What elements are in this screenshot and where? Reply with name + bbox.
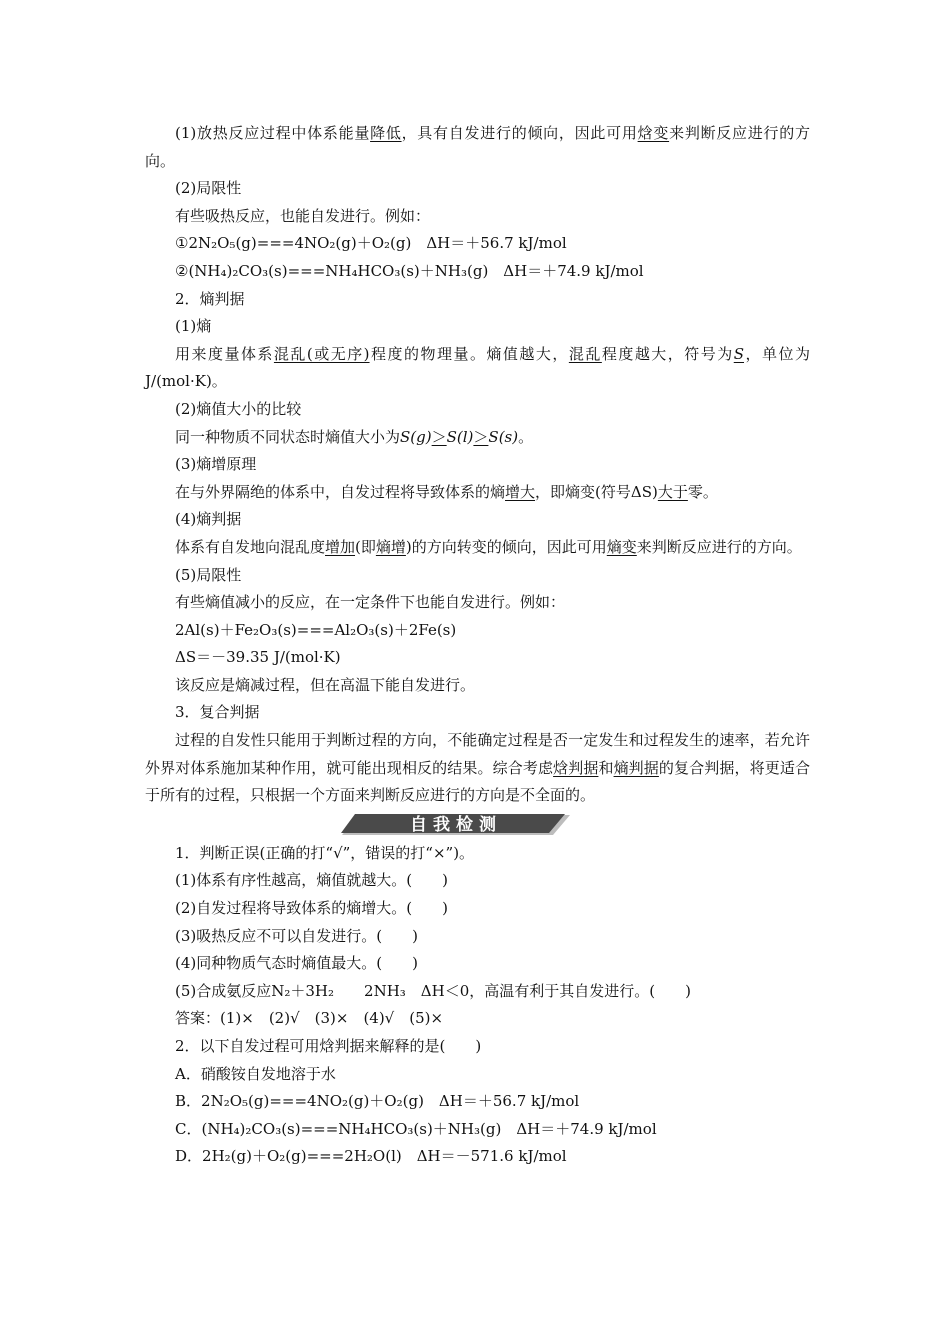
question-2-option-a: A．硝酸铵自发地溶于水 — [175, 1064, 336, 1083]
text: 零。 — [687, 482, 718, 501]
paragraph-compound-criterion — [145, 727, 810, 810]
text: 的复合判据，将更适合于所有的过程，只根据一个方面来判断反应进行的方向是不全面的。 — [145, 758, 810, 805]
subheading-limitation: (2)局限性 — [175, 179, 242, 198]
question-2-option-d: D．2H₂(g)＋O₂(g)===2H₂O(l) ΔH＝－571.6 kJ/mol — [175, 1147, 567, 1166]
text: 在与外界隔绝的体系中，自发过程将导致体系的熵 — [175, 482, 506, 501]
text: (即 — [355, 537, 376, 556]
answer-blank: ＞ — [473, 427, 489, 446]
answer-blank: 熵增 — [375, 537, 406, 556]
text: 体系有自发地向混乱度 — [175, 537, 326, 556]
subheading-entropy-criterion: (4)熵判据 — [175, 510, 242, 529]
question-1-item-5: (5)合成氨反应N₂＋3H₂ 2NH₃ ΔH＜0，高温有利于其自发进行。( ) — [175, 981, 691, 1000]
answer-blank: 焓变 — [637, 124, 670, 142]
answer-blank: 焓判据 — [553, 758, 599, 777]
answer-blank: 熵判据 — [613, 758, 659, 777]
text: 程度越大，符号为 — [601, 344, 734, 363]
equation-3: 2Al(s)＋Fe₂O₃(s)===Al₂O₃(s)＋2Fe(s) — [175, 620, 457, 639]
answer-blank: 大于 — [657, 482, 688, 501]
answer-blank: ＞ — [431, 427, 447, 446]
question-2: 2．以下自发过程可用焓判据来解释的是( ) — [175, 1037, 482, 1055]
text: ，具有自发进行的倾向，因此可用 — [401, 124, 638, 142]
question-1-item-1: (1)体系有序性越高，熵值就越大。( ) — [175, 871, 448, 890]
equation-1: ①2N₂O₅(g)===4NO₂(g)＋O₂(g) ΔH＝＋56.7 kJ/mol — [175, 234, 567, 253]
text: ，单位为J/(mol·K)。 — [145, 344, 810, 391]
document-page — [145, 120, 810, 1171]
text: 用来度量体系 — [175, 344, 274, 363]
question-1-item-4: (4)同种物质气态时熵值最大。( ) — [175, 954, 418, 973]
text: 和 — [598, 758, 614, 777]
paragraph-text: 该反应是熵减过程，但在高温下能自发进行。 — [175, 675, 476, 694]
text: S(l) — [446, 427, 474, 446]
paragraph-entropy-criterion — [145, 534, 810, 562]
answer-blank: 混乱 — [568, 344, 602, 363]
answer-blank: 熵变 — [606, 537, 637, 556]
subheading-comparison: (2)熵值大小的比较 — [175, 399, 302, 418]
paragraph-text: 有些熵值减小的反应，在一定条件下也能自发进行。例如： — [175, 593, 566, 612]
answer-blank: 增加 — [325, 537, 356, 556]
text: (1)放热反应过程中体系能量 — [175, 124, 371, 142]
text: 来判断反应进行的方向。 — [145, 124, 810, 170]
text: 。 — [518, 427, 534, 446]
answer-blank: 增大 — [505, 482, 536, 501]
banner-title: 自我检测 — [410, 814, 502, 835]
paragraph-entropy-increase — [145, 479, 810, 507]
equation-2: ②(NH₄)₂CO₃(s)===NH₄HCO₃(s)＋NH₃(g) ΔH＝＋74.9 kJ/mol — [175, 261, 644, 280]
section-heading-entropy: 2．熵判据 — [175, 289, 245, 308]
text: 过程的自发性只能用于判断过程的方向，不能确定过程是否一定发生和过程发生的速率，若允许外界对体系施加某种作用，就可能出现相反的结果。综合考虑 — [145, 731, 810, 777]
question-1-item-2: (2)自发过程将导致体系的熵增大。( ) — [175, 899, 448, 918]
paragraph-text: 有些吸热反应，也能自发进行。例如： — [175, 206, 431, 225]
question-1: 1．判断正误(正确的打“√”，错误的打“×”)。 — [175, 843, 475, 862]
paragraph-enthalpy-criterion — [145, 120, 810, 175]
answer-1: 答案：(1)× (2)√ (3)× (4)√ (5)× — [175, 1009, 444, 1028]
text: 程度的物理量。熵值越大， — [369, 344, 569, 363]
equation-4: ΔS＝－39.35 J/(mol·K) — [175, 648, 341, 667]
question-1-item-3: (3)吸热反应不可以自发进行。( ) — [175, 926, 418, 945]
subheading-entropy-increase: (3)熵增原理 — [175, 455, 257, 474]
text: 来判断反应进行的方向。 — [636, 537, 802, 556]
self-check-banner — [341, 814, 571, 836]
answer-blank: 降低 — [370, 124, 402, 142]
paragraph-entropy-definition — [145, 341, 810, 396]
text: ，即熵变(符号ΔS) — [535, 482, 658, 501]
text: )的方向转变的倾向，因此可用 — [405, 537, 607, 556]
question-2-option-c: C．(NH₄)₂CO₃(s)===NH₄HCO₃(s)＋NH₃(g) ΔH＝＋74.9 kJ/mol — [175, 1119, 657, 1138]
text: S(s) — [488, 427, 519, 446]
section-heading-compound: 3．复合判据 — [175, 703, 260, 722]
paragraph-comparison — [145, 424, 810, 452]
answer-blank: 混乱(或无序) — [273, 344, 370, 363]
text: 同一种物质不同状态时熵值大小为 — [175, 427, 401, 446]
self-check-banner-row — [145, 810, 810, 840]
answer-blank: S — [733, 344, 745, 363]
subheading-limitation-2: (5)局限性 — [175, 565, 242, 584]
subheading-entropy: (1)熵 — [175, 317, 212, 336]
text: S(g) — [400, 427, 432, 446]
question-2-option-b: B．2N₂O₅(g)===4NO₂(g)＋O₂(g) ΔH＝＋56.7 kJ/mol — [175, 1092, 580, 1111]
